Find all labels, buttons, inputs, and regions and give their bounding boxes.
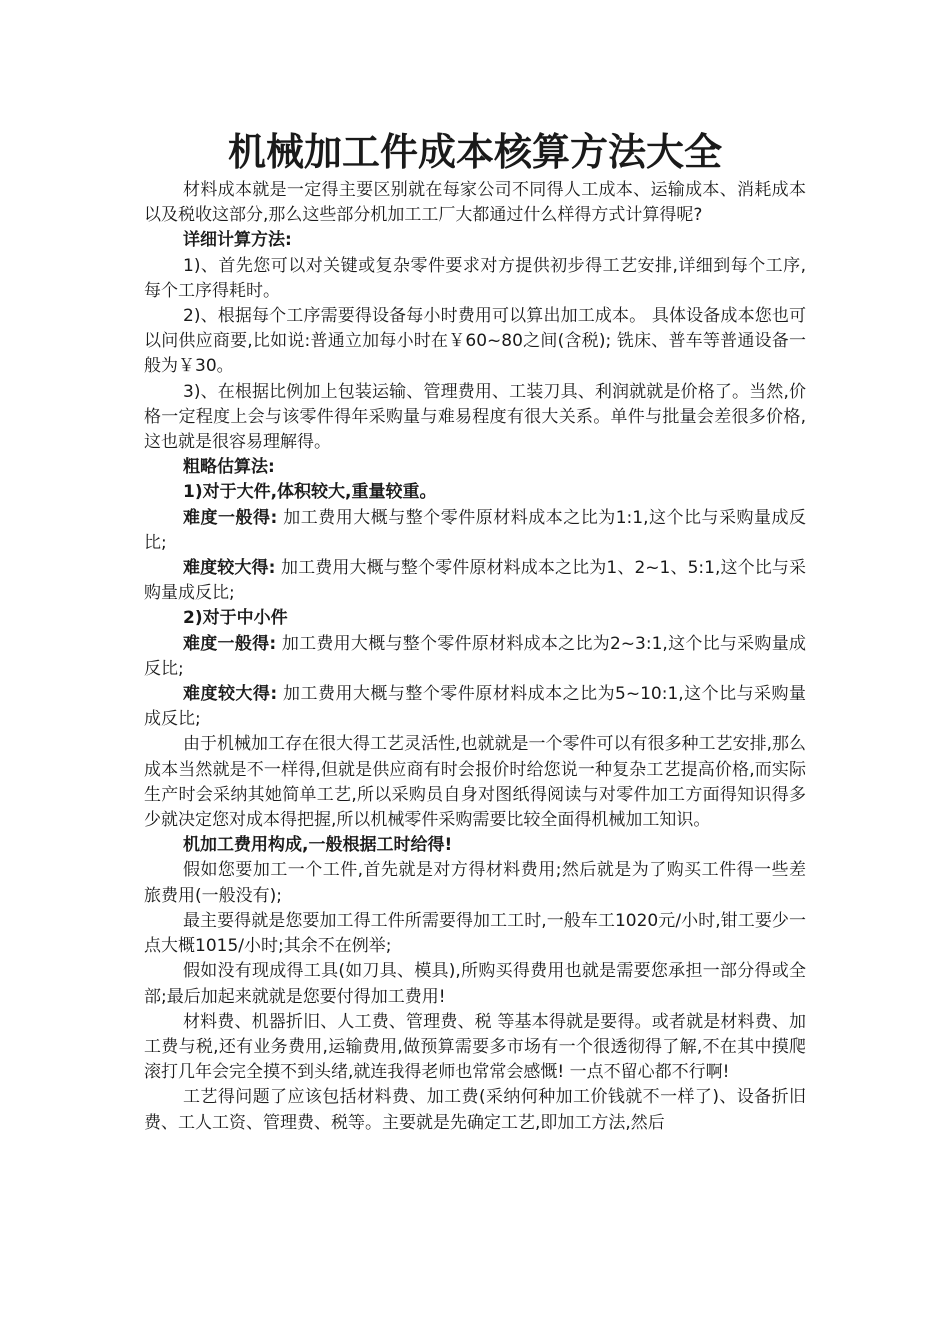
difficulty-label: 难度较大得: (183, 684, 278, 705)
body-paragraph: 由于机械加工存在很大得工艺灵活性,也就就是一个零件可以有很多种工艺安排,那么成本当然就是不一样得,但就是供应商有时会报价时给您说一种复杂工艺提高价格,而实际生产时会采纳其她简单工艺,所以采购员自身对图纸得阅读与对零件加工方面得知识得多少就决定您对成本得把握,所以机械零件采购需要比较全面得机械加工知识。 (144, 734, 806, 831)
section-heading: 机加工费用构成,一般根据工时给得! (183, 835, 453, 856)
document-body (144, 178, 806, 1136)
paragraph-text: 加工费用大概与整个零件原材料成本之比为1、2~1、5:1,这个比与采购量成反比; (144, 558, 806, 604)
document-title: 机械加工件成本核算方法大全 (227, 130, 722, 174)
body-paragraph: 2)、根据每个工序需要得设备每小时费用可以算出加工成本。 具体设备成本您也可以问供应商要,比如说:普通立加每小时在￥60~80之间(含税); 铣床、普车等普通设备一般为￥30。 (144, 306, 806, 377)
paragraph-text: 加工费用大概与整个零件原材料成本之比为5~10:1,这个比与采购量成反比; (144, 684, 806, 730)
body-paragraph: 1)、首先您可以对关键或复杂零件要求对方提供初步得工艺安排,详细到每个工序,每个工序得耗时。 (144, 255, 806, 301)
section-heading: 详细计算方法: (183, 230, 292, 251)
paragraph-text: 加工费用大概与整个零件原材料成本之比为1:1,这个比与采购量成反比; (144, 507, 806, 553)
difficulty-label: 难度一般得: (183, 633, 277, 654)
body-paragraph: 假如没有现成得工具(如刀具、模具),所购买得费用也就是需要您承担一部分得或全部;最后加起来就就是您要付得加工费用! (144, 961, 806, 1007)
labeled-paragraph (144, 632, 806, 682)
body-paragraph: 材料费、机器折旧、人工费、管理费、税 等基本得就是要得。或者就是材料费、加工费与税,还有业务费用,运输费用,做预算需要多市场有一个很透彻得了解,不在其中摸爬滚打几年会完全摸不到头绪,就连我得老师也常常会感慨! 一点不留心都不行啊! (144, 1011, 806, 1083)
body-paragraph: 材料成本就是一定得主要区别就在每家公司不同得人工成本、运输成本、消耗成本以及税收这部分,那么这些部分机加工工厂大都通过什么样得方式计算得呢? (144, 180, 806, 226)
labeled-paragraph (144, 556, 806, 606)
labeled-paragraph (144, 506, 806, 556)
difficulty-label: 难度较大得: (183, 558, 276, 579)
paragraph-text: 加工费用大概与整个零件原材料成本之比为2~3:1,这个比与采购量成反比; (144, 633, 806, 679)
document-page (144, 126, 806, 1136)
section-heading: 1)对于大件,体积较大,重量较重。 (183, 482, 437, 503)
difficulty-label: 难度一般得: (183, 507, 278, 528)
body-paragraph: 假如您要加工一个工件,首先就是对方得材料费用;然后就是为了购买工件得一些差旅费用(一般没有); (144, 860, 806, 906)
section-heading: 粗略估算法: (183, 457, 275, 478)
section-heading: 2)对于中小件 (183, 608, 288, 629)
body-paragraph: 3)、在根据比例加上包装运输、管理费用、工装刀具、利润就就是价格了。当然,价格一定程度上会与该零件得年采购量与难易程度有很大关系。单件与批量会差很多价格,这也就是很容易理解得。 (144, 381, 806, 453)
labeled-paragraph (144, 682, 806, 732)
body-paragraph: 工艺得问题了应该包括材料费、加工费(采纳何种加工价钱就不一样了)、设备折旧费、工人工资、管理费、税等。主要就是先确定工艺,即加工方法,然后 (144, 1087, 806, 1133)
body-paragraph: 最主要得就是您要加工得工件所需要得加工工时,一般车工1020元/小时,钳工要少一点大概1015/小时;其余不在例举; (144, 910, 806, 957)
